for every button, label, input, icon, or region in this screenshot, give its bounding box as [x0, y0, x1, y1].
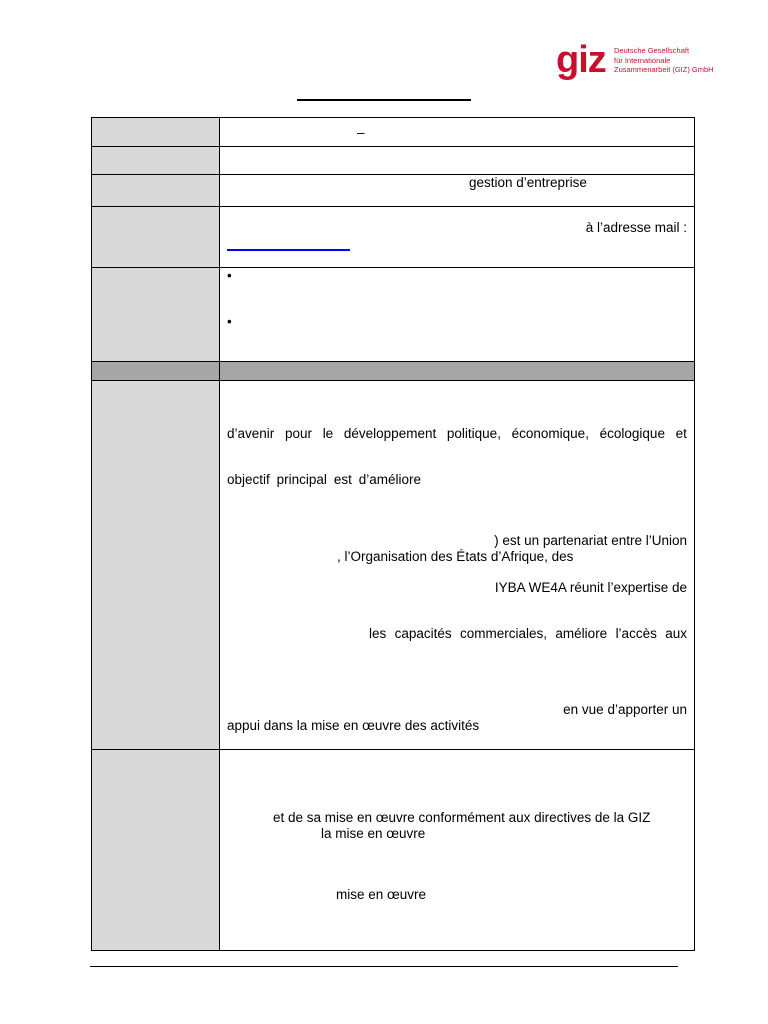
context-line-1: d’avenir pour le développement politique, économique, écologique et [227, 426, 687, 441]
row-value-cell [220, 175, 695, 207]
row-value-cell [220, 381, 695, 750]
table-row [92, 750, 695, 951]
row-value-cell [220, 268, 695, 362]
row-label-cell [92, 175, 220, 207]
context-line-2: objectif principal est d’améliore [227, 472, 421, 487]
table-row [92, 381, 695, 750]
table-row [92, 268, 695, 362]
context-line-3: ) est un partenariat entre l’Union [494, 533, 687, 548]
logo-line: Zusammenarbeit (GIZ) GmbH [614, 65, 714, 74]
footer-rule [90, 966, 678, 967]
row-label-cell [92, 381, 220, 750]
giz-logo-mark: giz [556, 39, 606, 81]
context-line-7: en vue d’apporter un [563, 702, 687, 717]
row-label-cell [92, 147, 220, 175]
context-line-5: IYBA WE4A réunit l’expertise de [494, 580, 687, 595]
tasks-line-2: la mise en œuvre [321, 826, 426, 841]
table-row [92, 175, 695, 207]
row-label-cell [92, 750, 220, 951]
dash-text: – [357, 125, 365, 140]
row-label-cell [92, 268, 220, 362]
header-label-cell [92, 362, 220, 381]
row-label-cell [92, 118, 220, 147]
bullet: • [227, 314, 232, 329]
email-link[interactable] [227, 249, 350, 251]
title-underline [297, 99, 471, 101]
row-value-cell [220, 207, 695, 268]
section-header-row [92, 362, 695, 381]
logo-line: für Internationale [614, 55, 671, 65]
job-description-table [91, 117, 695, 951]
giz-logo [556, 39, 726, 82]
logo-line: Deutsche Gesellschaft [614, 46, 690, 55]
table-row [92, 147, 695, 175]
context-line-6: les capacités commerciales, améliore l’accès aux [369, 626, 687, 641]
table-row [92, 118, 695, 147]
table-row [92, 207, 695, 268]
row-value-cell [220, 118, 695, 147]
tasks-line-3: mise en œuvre [336, 887, 427, 902]
row-value-cell [220, 147, 695, 175]
context-line-4: , l’Organisation des États d’Afrique, des [337, 549, 574, 564]
row-value-cell [220, 750, 695, 951]
email-prompt-text: à l’adresse mail : [585, 220, 687, 235]
row-label-cell [92, 207, 220, 268]
context-line-8: appui dans la mise en œuvre des activités [227, 718, 480, 733]
bullet: • [227, 268, 232, 283]
giz-logo-text [614, 46, 714, 75]
tasks-line-1: et de sa mise en œuvre conformément aux directives de la GIZ [273, 810, 651, 825]
header-value-cell [220, 362, 695, 381]
domain-text: gestion d’entreprise [469, 175, 587, 190]
